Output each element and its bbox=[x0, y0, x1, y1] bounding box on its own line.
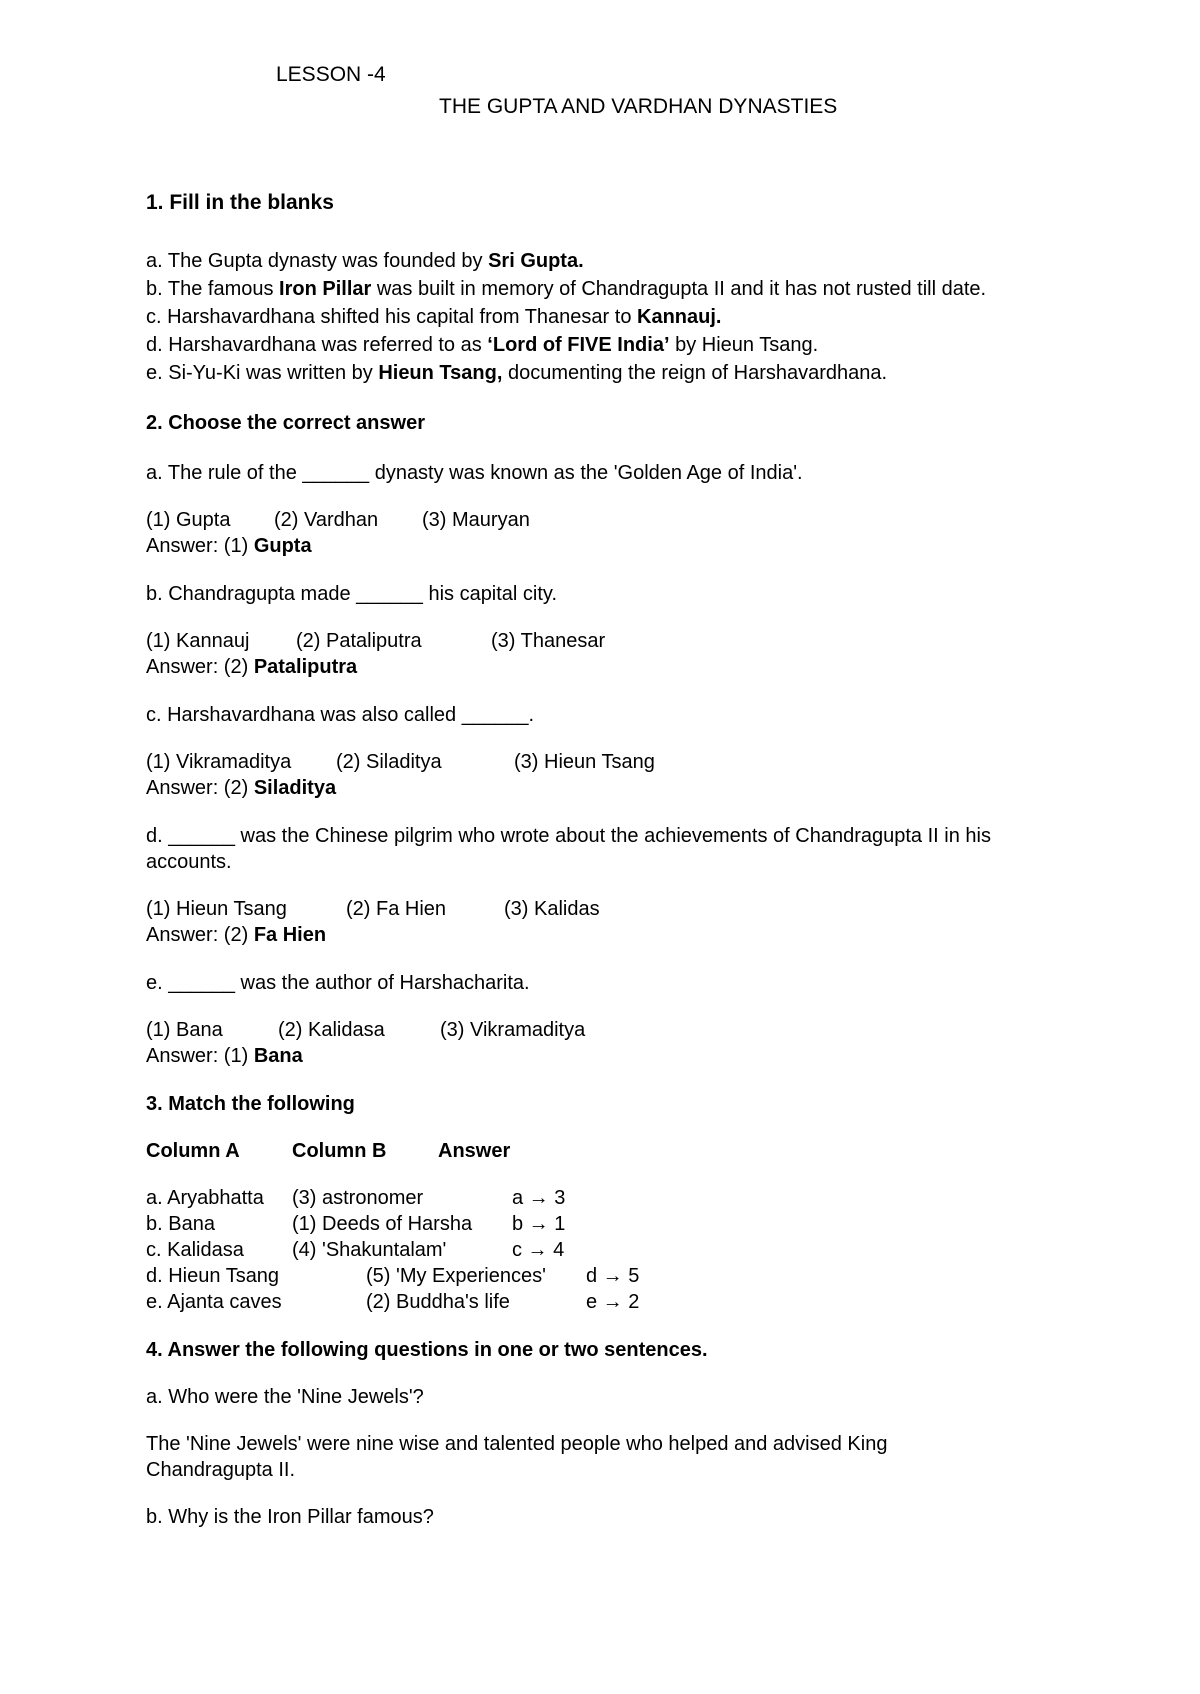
match-answer: c → 4 bbox=[512, 1239, 565, 1261]
worksheet-body bbox=[146, 190, 1066, 1530]
mcq-answer: Answer: (2) Pataliputra bbox=[146, 656, 358, 678]
page-title: THE GUPTA AND VARDHAN DYNASTIES bbox=[439, 95, 838, 118]
mcq-c bbox=[146, 702, 1066, 801]
mcq-e bbox=[146, 970, 1066, 1069]
match-col-a: a. Aryabhatta bbox=[146, 1187, 264, 1209]
match-row bbox=[146, 1237, 1066, 1263]
match-col-b: (2) Buddha's life bbox=[366, 1291, 510, 1313]
short-question-a: a. Who were the 'Nine Jewels'? bbox=[146, 1386, 424, 1408]
match-row bbox=[146, 1289, 1066, 1315]
match-row bbox=[146, 1211, 1066, 1237]
mcq-option: (1) Kannauj bbox=[146, 630, 250, 652]
match-col-b: (4) 'Shakuntalam' bbox=[292, 1239, 447, 1261]
mcq-option: (1) Hieun Tsang bbox=[146, 898, 287, 920]
match-col-b: (1) Deeds of Harsha bbox=[292, 1213, 473, 1235]
match-answer: a → 3 bbox=[512, 1187, 566, 1209]
section-3-heading: 3. Match the following bbox=[146, 1093, 355, 1115]
mcq-answer: Answer: (1) Bana bbox=[146, 1045, 303, 1067]
mcq-question: c. Harshavardhana was also called ______. bbox=[146, 704, 535, 726]
column-a-header: Column A bbox=[146, 1140, 240, 1162]
fill-item-d: d. Harshavardhana was referred to as ‘Lord of FIVE India’ by Hieun Tsang. bbox=[146, 334, 819, 356]
match-col-a: c. Kalidasa bbox=[146, 1239, 244, 1261]
mcq-answer: Answer: (1) Gupta bbox=[146, 535, 312, 557]
match-col-b: (5) 'My Experiences' bbox=[366, 1265, 546, 1287]
mcq-option: (1) Bana bbox=[146, 1019, 223, 1041]
match-col-a: e. Ajanta caves bbox=[146, 1291, 282, 1313]
fill-item-c: c. Harshavardhana shifted his capital from Thanesar to Kannauj. bbox=[146, 306, 722, 328]
mcq-options bbox=[146, 1017, 1066, 1043]
match-answer: b → 1 bbox=[512, 1213, 566, 1235]
mcq-question: e. ______ was the author of Harshacharita. bbox=[146, 972, 530, 994]
mcq-option: (3) Thanesar bbox=[491, 630, 606, 652]
match-row bbox=[146, 1185, 1066, 1211]
mcq-b bbox=[146, 581, 1066, 680]
match-row bbox=[146, 1263, 1066, 1289]
mcq-option: (3) Mauryan bbox=[422, 509, 530, 531]
mcq-question: a. The rule of the ______ dynasty was known as the 'Golden Age of India'. bbox=[146, 462, 803, 484]
mcq-question: d. ______ was the Chinese pilgrim who wrote about the achievements of Chandragupta II in his accounts. bbox=[146, 825, 991, 873]
section-2-heading: 2. Choose the correct answer bbox=[146, 412, 425, 434]
answer-header: Answer bbox=[438, 1140, 511, 1162]
mcq-option: (1) Vikramaditya bbox=[146, 751, 292, 773]
mcq-question: b. Chandragupta made ______ his capital city. bbox=[146, 583, 558, 605]
column-b-header: Column B bbox=[292, 1140, 387, 1162]
short-answer-a: The 'Nine Jewels' were nine wise and talented people who helped and advised King Chandragupta II. bbox=[146, 1433, 888, 1481]
match-header bbox=[146, 1138, 1066, 1164]
section-1-heading: 1. Fill in the blanks bbox=[146, 191, 334, 214]
mcq-answer: Answer: (2) Fa Hien bbox=[146, 924, 327, 946]
fill-item-e: e. Si-Yu-Ki was written by Hieun Tsang, documenting the reign of Harshavardhana. bbox=[146, 362, 888, 384]
mcq-options bbox=[146, 896, 1066, 922]
match-col-b: (3) astronomer bbox=[292, 1187, 424, 1209]
match-col-a: b. Bana bbox=[146, 1213, 215, 1235]
fill-item-a: a. The Gupta dynasty was founded by Sri Gupta. bbox=[146, 250, 584, 272]
match-answer: e → 2 bbox=[586, 1291, 640, 1313]
section-4-heading: 4. Answer the following questions in one or two sentences. bbox=[146, 1339, 708, 1361]
mcq-option: (3) Vikramaditya bbox=[440, 1019, 586, 1041]
mcq-d bbox=[146, 823, 1066, 948]
mcq-answer: Answer: (2) Siladitya bbox=[146, 777, 337, 799]
mcq-option: (2) Siladitya bbox=[336, 751, 442, 773]
mcq-a bbox=[146, 460, 1066, 559]
mcq-option: (3) Hieun Tsang bbox=[514, 751, 655, 773]
mcq-option: (2) Pataliputra bbox=[296, 630, 422, 652]
mcq-option: (1) Gupta bbox=[146, 509, 231, 531]
match-col-a: d. Hieun Tsang bbox=[146, 1265, 280, 1287]
mcq-option: (2) Kalidasa bbox=[278, 1019, 385, 1041]
match-answer: d → 5 bbox=[586, 1265, 640, 1287]
short-question-b: b. Why is the Iron Pillar famous? bbox=[146, 1506, 434, 1528]
mcq-options bbox=[146, 507, 1066, 533]
mcq-options bbox=[146, 749, 1066, 775]
mcq-option: (2) Vardhan bbox=[274, 509, 379, 531]
fill-item-b: b. The famous Iron Pillar was built in memory of Chandragupta II and it has not rusted till date. bbox=[146, 278, 987, 300]
mcq-option: (2) Fa Hien bbox=[346, 898, 447, 920]
mcq-option: (3) Kalidas bbox=[504, 898, 600, 920]
lesson-number: LESSON -4 bbox=[276, 63, 386, 86]
mcq-options bbox=[146, 628, 1066, 654]
